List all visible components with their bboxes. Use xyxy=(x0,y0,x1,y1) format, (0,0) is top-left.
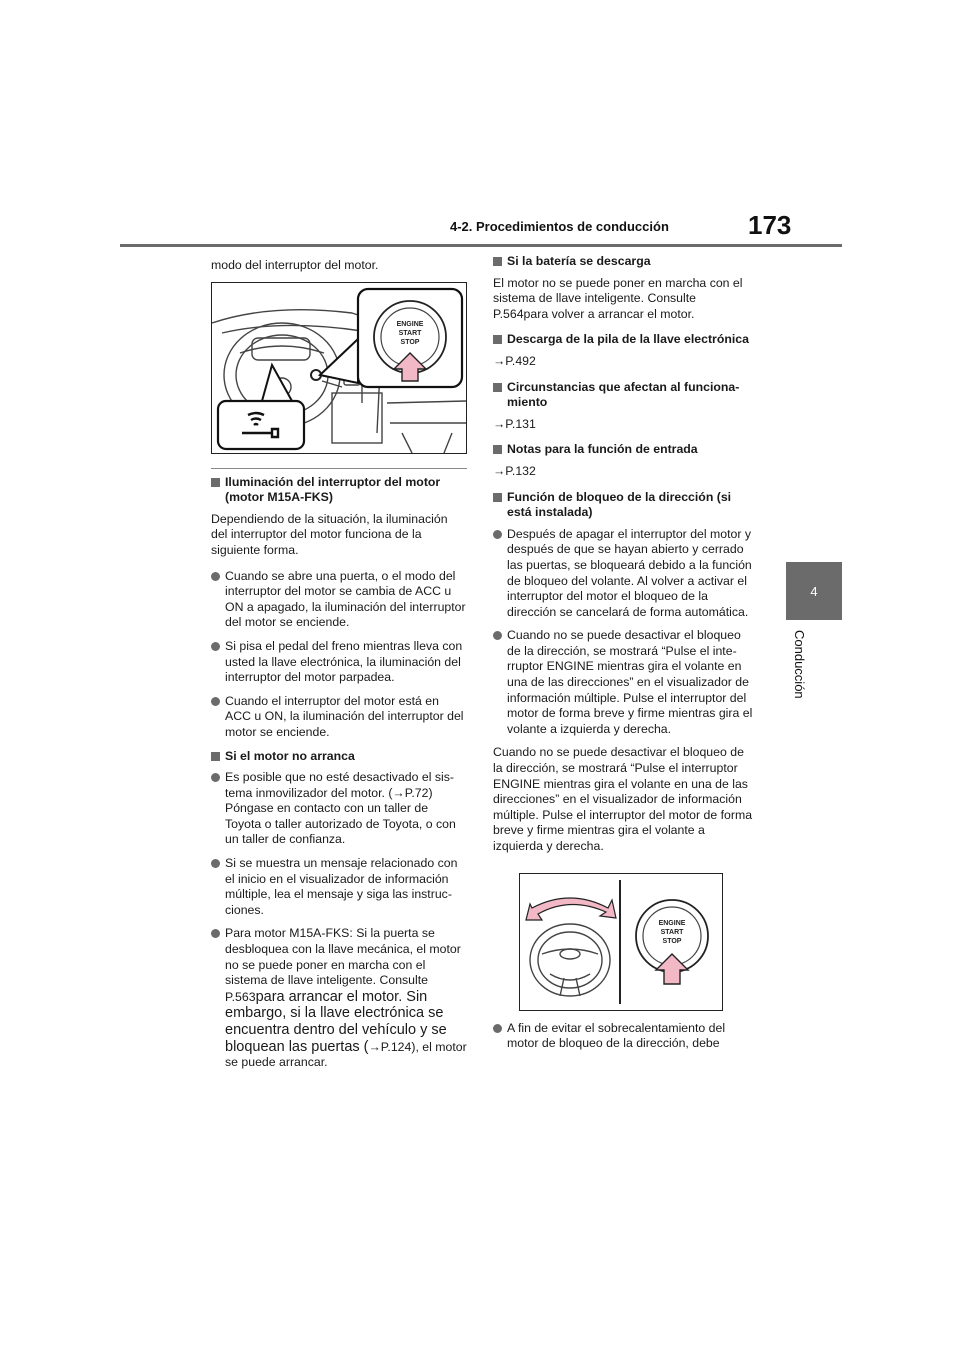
heading-circumstances: Circunstancias que afectan al funcionamiento xyxy=(493,380,753,411)
page-reference: →P.132 xyxy=(493,463,536,478)
engine-label-1: ENGINE xyxy=(658,919,686,927)
round-bullet-icon xyxy=(211,859,220,868)
heading-key-battery: Descarga de la pila de la llave electrónica xyxy=(493,332,753,348)
chapter-tab xyxy=(786,562,842,620)
square-bullet-icon xyxy=(493,335,502,344)
right-column xyxy=(493,254,753,1060)
round-bullet-icon xyxy=(211,773,220,782)
illumination-text: Dependiendo de la situación, la iluminación del interruptor del motor funciona de la siguiente forma. xyxy=(211,511,448,557)
figure-divider xyxy=(211,468,467,469)
dashboard-drawing xyxy=(212,283,466,453)
page-reference: →P.131 xyxy=(493,416,536,431)
section-title: 4-2. Procedimientos de conducción xyxy=(450,219,669,234)
list-item: Después de apagar el interruptor del motor y después de que se hayan abierto y cerrado las puertas, se bloqueará debido a la función de bloqueo del volante. Al volver a activar el interruptor del motor el bloqueo de la dirección se cancelará de forma automática. xyxy=(493,527,753,621)
round-bullet-icon xyxy=(211,697,220,706)
chapter-number: 4 xyxy=(810,584,818,599)
engine-label-3: STOP xyxy=(662,937,682,945)
heading-steering: Función de bloqueo de la dirección (si está instalada) xyxy=(493,490,753,521)
engine-label-1: ENGINE xyxy=(396,320,424,328)
engine-label-2: START xyxy=(398,329,422,337)
square-bullet-icon xyxy=(493,383,502,392)
square-bullet-icon xyxy=(493,445,502,454)
list-item: Cuando no se puede desactivar el bloqueo de la dirección, se mostrará “Pulse el interruptor ENGINE mientras gira el volante en una de las direcciones” en el visualizador de información múltiple. Pulse el interruptor del motor de forma breve y firme mientras gira el volante a izquierda y derecha. xyxy=(493,628,753,737)
square-bullet-icon xyxy=(493,493,502,502)
heading-no-start: Si el motor no arranca xyxy=(211,749,467,765)
list-item: Si se muestra un mensaje relacionado con el inicio en el visualizador de información múltiple, lea el mensaje y siga las instrucciones. xyxy=(211,856,467,918)
steering-drawing xyxy=(520,874,722,1010)
square-bullet-icon xyxy=(493,257,502,266)
list-item: Es posible que no esté desactivado el sistema inmovilizador del motor. (→P.72) Póngase en contacto con un taller de Toyota o taller autorizado de Toyota, o con un taller de confianza. xyxy=(211,770,467,848)
list-item: Cuando se abre una puerta, o el modo del interruptor del motor se cambia de ACC u ON a apagado, la iluminación del interruptor del motor se enciende. xyxy=(211,569,467,631)
list-item: Para motor M15A-FKS: Si la puerta se desbloquea con la llave mecánica, el motor no se puede poner en marcha con el sistema de llave inteligente. Consulte P.563para arrancar el motor. Sin embargo, si la llave electrónica se encuentra dentro del vehículo y se bloquean las puertas (→P.124), el motor se puede arrancar. xyxy=(211,926,467,1070)
list-item: Cuando el interruptor del motor está en ACC u ON, la iluminación del interruptor del motor se enciende. xyxy=(211,694,467,741)
chapter-label: Conducción xyxy=(792,630,807,699)
round-bullet-icon xyxy=(493,631,502,640)
dashboard-illustration xyxy=(211,282,467,454)
engine-label-2: START xyxy=(660,928,684,936)
round-bullet-icon xyxy=(493,530,502,539)
intro-text: modo del interruptor del motor. xyxy=(211,258,379,272)
header-rule xyxy=(120,244,842,247)
list-item: Si pisa el pedal del freno mientras lleva con usted la llave electrónica, la iluminación del interruptor del motor parpadea. xyxy=(211,639,467,686)
engine-label-3: STOP xyxy=(400,338,420,346)
rotate-arrow-icon xyxy=(526,898,616,920)
page-reference: →P.492 xyxy=(493,353,536,368)
round-bullet-icon xyxy=(211,572,220,581)
steering-unlock-illustration xyxy=(519,873,723,1011)
square-bullet-icon xyxy=(211,752,220,761)
left-column xyxy=(211,258,467,1079)
heading-entry: Notas para la función de entrada xyxy=(493,442,753,458)
round-bullet-icon xyxy=(493,1024,502,1033)
heading-battery: Si la batería se descarga xyxy=(493,254,753,270)
page-number: 173 xyxy=(748,210,792,240)
battery-text: El motor no se puede poner en marcha con el sistema de llave inteligente. Consulte P.564para volver a arrancar el motor. xyxy=(493,275,743,321)
square-bullet-icon xyxy=(211,478,220,487)
steering-text: Cuando no se puede desactivar el bloqueo de la dirección, se mostrará “Pulse el interruptor ENGINE mientras gira el volante en una de las direcciones” en el visualizador de información múltiple. Pulse el interruptor del motor de forma breve y firme mientras gira el volante a izquierda y derecha. xyxy=(493,745,753,853)
list-item: A fin de evitar el sobrecalentamiento del motor de bloqueo de la dirección, debe xyxy=(493,1021,753,1052)
heading-illumination: Iluminación del interruptor del motor (motor M15A-FKS) xyxy=(211,475,467,506)
round-bullet-icon xyxy=(211,929,220,938)
round-bullet-icon xyxy=(211,642,220,651)
